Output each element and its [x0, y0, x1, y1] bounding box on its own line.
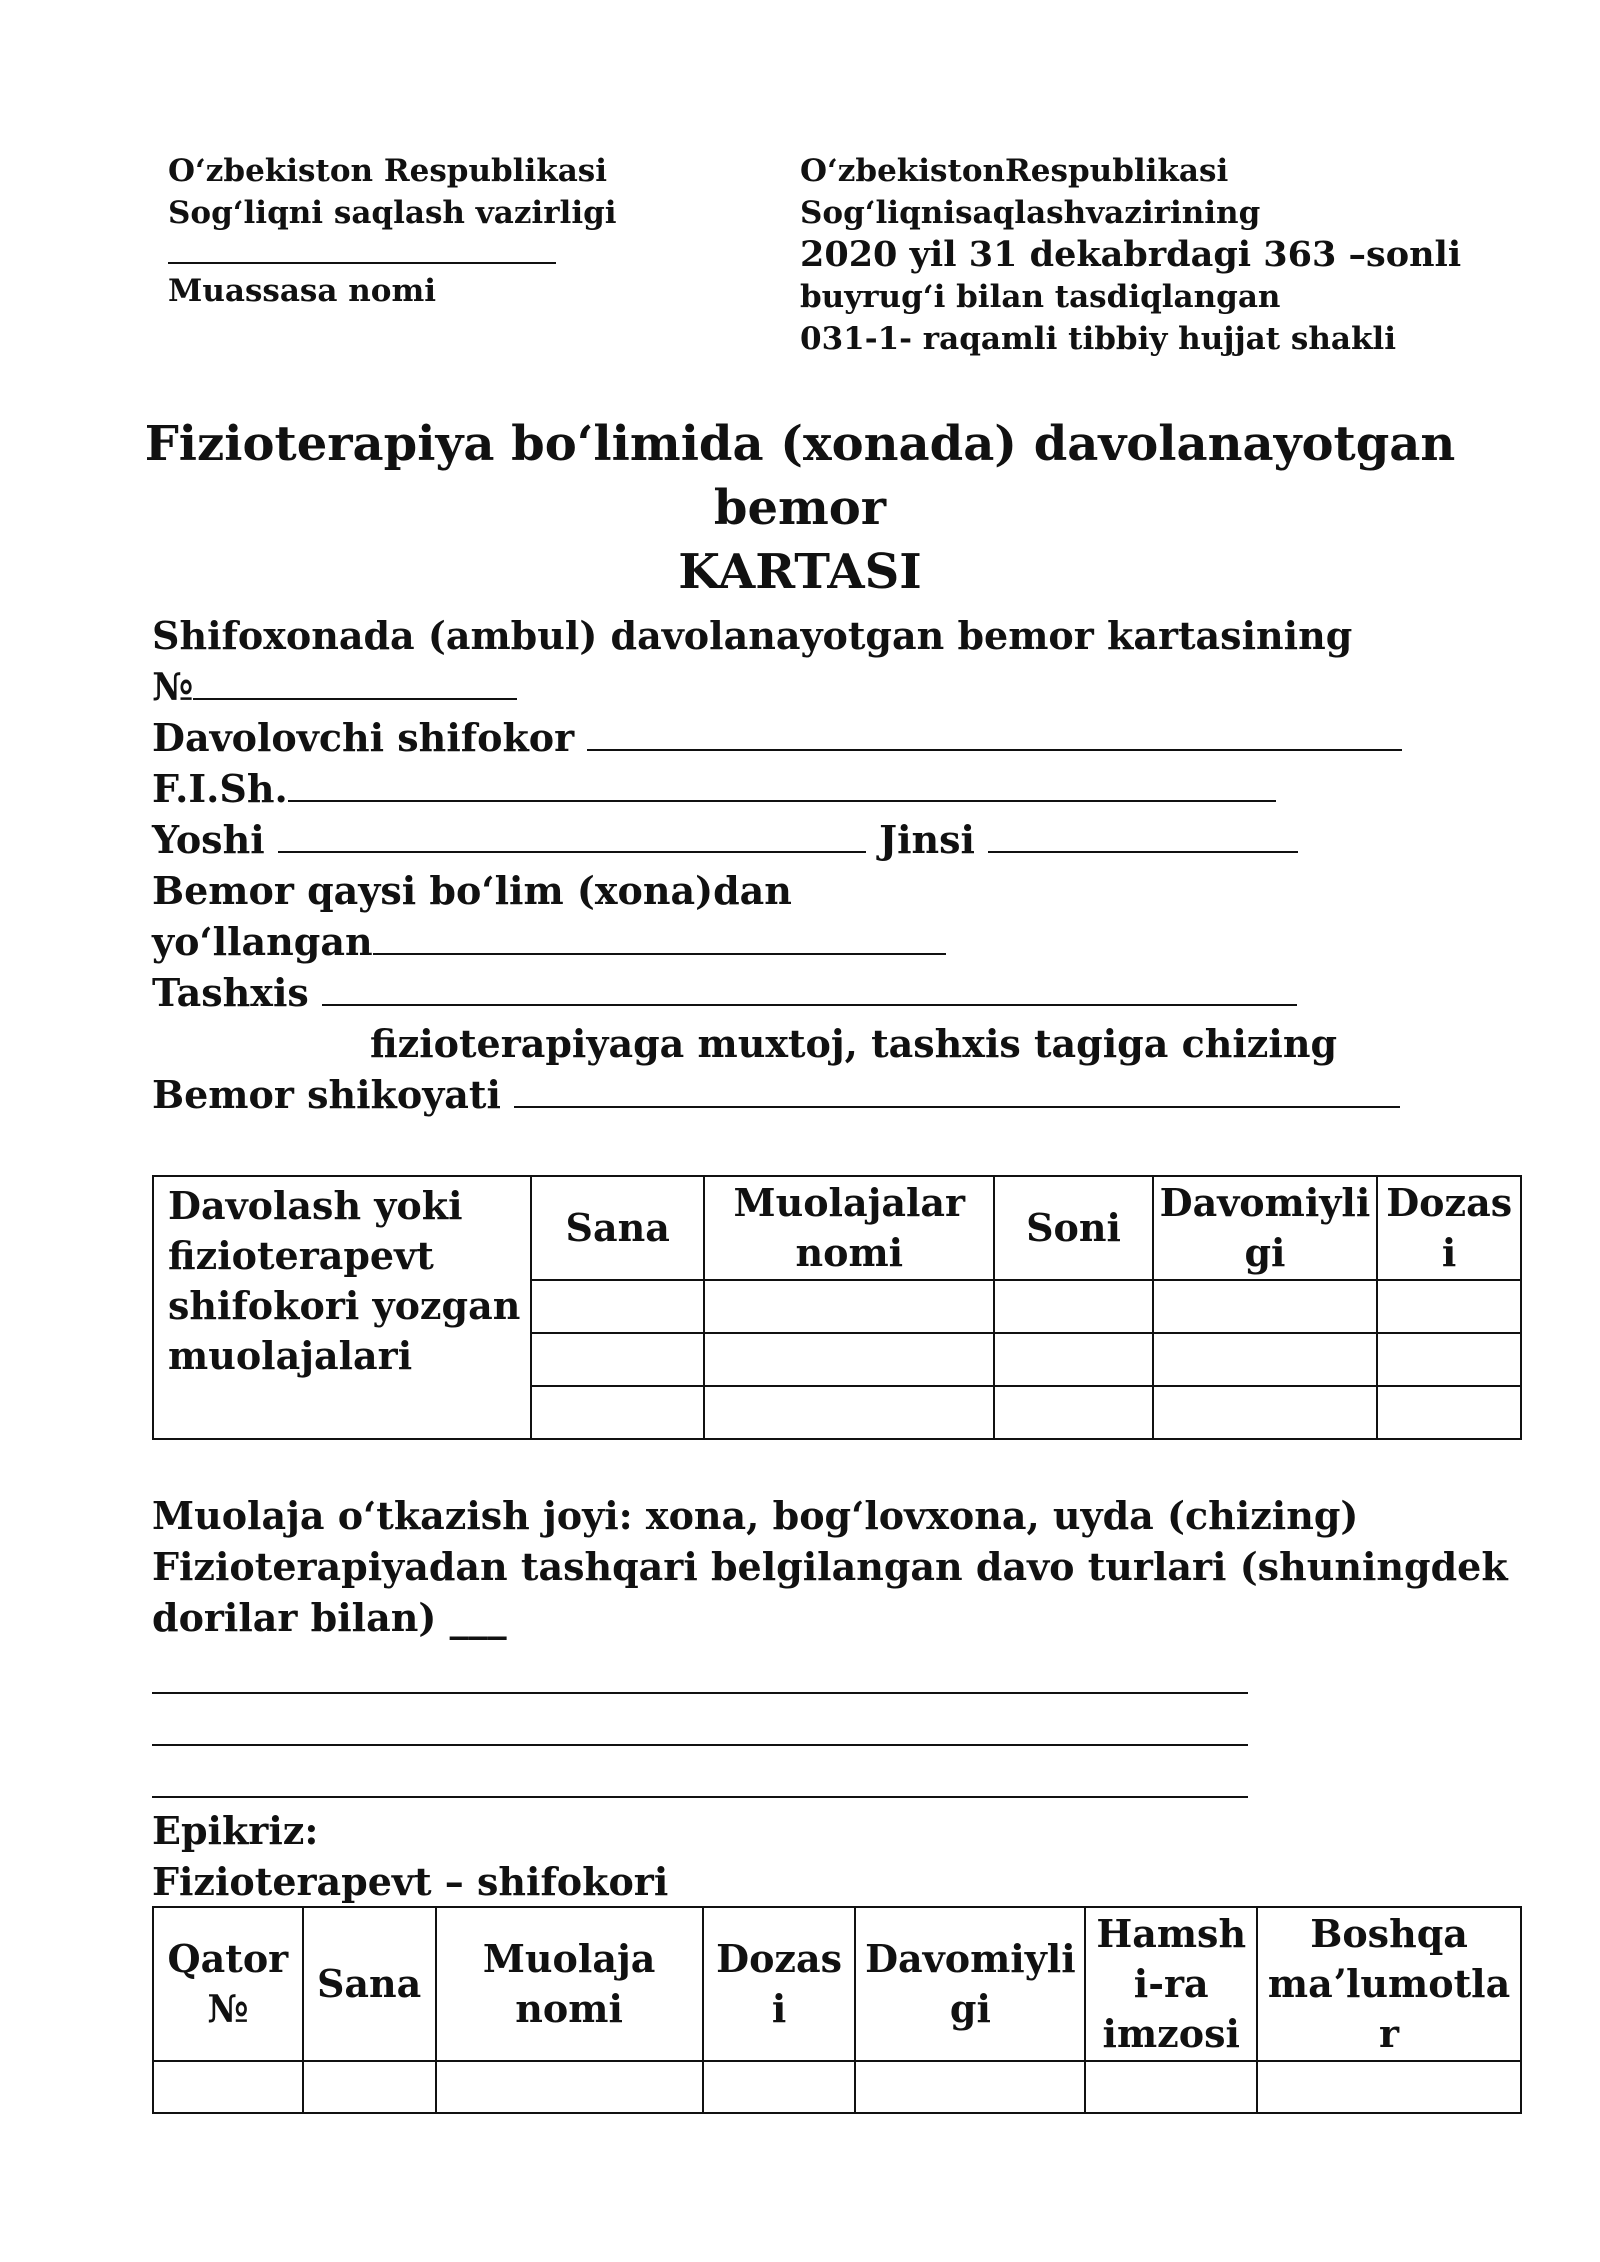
table-row [153, 2061, 1521, 2113]
col-header-other-info [1257, 1907, 1521, 2061]
title-line-2: bemor [713, 480, 887, 536]
table-cell[interactable] [153, 2061, 303, 2113]
table-cell[interactable] [1153, 1333, 1378, 1386]
col-header-row-number-line-1: Qator [167, 1936, 289, 1981]
table-cell[interactable] [703, 2061, 856, 2113]
col-header-duration [1153, 1176, 1378, 1280]
col-header-date [531, 1176, 704, 1280]
col-header-other-info-line-1: Boshqa [1310, 1911, 1468, 1956]
col-header-nurse-signature-line-3: imzosi [1102, 2011, 1240, 2056]
fish-row [152, 763, 1512, 814]
other-treatment-line-1: Fizioterapiyadan tashqari belgilangan davo turlari (shuningdek [152, 1544, 1508, 1589]
col-header-duration-line-1: Davomiyli [865, 1936, 1076, 1981]
diagnosis-label: Tashxis [152, 970, 309, 1015]
header-left-country: Oʻzbekiston Respublikasi [168, 153, 608, 189]
col-header-duration-line-2: gi [949, 1986, 991, 2031]
complaint-label: Bemor shikoyati [152, 1072, 501, 1117]
col-header-procedure-name [704, 1176, 994, 1280]
table-cell[interactable] [855, 2061, 1085, 2113]
procedures-table-header-row [153, 1907, 1521, 2061]
col-header-date-text: Sana [316, 1961, 422, 2006]
doctor-label: Davolovchi shifokor [152, 715, 575, 760]
col-header-procedure-name-line-2: nomi [795, 1230, 904, 1275]
institution-name-line[interactable] [168, 234, 556, 264]
col-header-dose-line-2: i [771, 1986, 787, 2031]
col-header-procedure-name [436, 1907, 703, 2061]
complaint-row [152, 1069, 1512, 1120]
other-treatment-blank-2[interactable] [152, 1744, 1248, 1746]
col-header-other-info-line-3: r [1379, 2011, 1400, 2056]
epikriz-section [152, 1805, 1512, 1907]
document-title [120, 412, 1480, 604]
diagnosis-field[interactable] [322, 970, 1297, 1006]
fish-label: F.I.Sh. [152, 766, 288, 811]
col-header-dose [1377, 1176, 1521, 1280]
physiotherapist-label: Fizioterapevt – shifokori [152, 1859, 669, 1904]
col-header-date-text: Sana [565, 1205, 670, 1250]
table-cell[interactable] [436, 2061, 703, 2113]
table-cell[interactable] [994, 1280, 1152, 1333]
prescribed-treatments-line-1: Davolash yoki [168, 1183, 463, 1228]
card-label: Shifoxonada (ambul) davolanayotgan bemor kartasining [152, 613, 1353, 658]
col-header-duration-line-2: gi [1244, 1230, 1286, 1275]
col-header-nurse-signature-line-2: i-ra [1133, 1961, 1209, 2006]
fish-field[interactable] [288, 766, 1276, 802]
col-header-nurse-signature [1085, 1907, 1257, 2061]
table-cell[interactable] [1085, 2061, 1257, 2113]
treatment-place-line: Muolaja oʻtkazish joyi: xona, bogʻlovxona, uyda (chizing) [152, 1493, 1359, 1538]
header-right [800, 150, 1560, 360]
col-header-other-info-line-2: maʼlumotla [1267, 1961, 1511, 2006]
card-number-label: № [152, 664, 194, 709]
institution-name-label: Muassasa nomi [168, 273, 437, 309]
table-cell[interactable] [1377, 1280, 1521, 1333]
age-field[interactable] [278, 817, 866, 853]
complaint-field[interactable] [514, 1072, 1400, 1108]
other-treatment-blank-3[interactable] [152, 1796, 1248, 1798]
doctor-row [152, 712, 1512, 763]
prescribed-treatments-line-4: muolajalari [168, 1333, 413, 1378]
col-header-procedure-name-line-1: Muolaja [482, 1936, 656, 1981]
prescribed-treatments-cell [153, 1176, 531, 1439]
table-cell[interactable] [531, 1386, 704, 1439]
card-number-row [152, 661, 1512, 712]
title-line-3: KARTASI [678, 544, 922, 600]
title-line-1: Fizioterapiya boʻlimida (xonada) davolanayotgan [144, 416, 1456, 472]
col-header-date [303, 1907, 436, 2061]
table-cell[interactable] [531, 1333, 704, 1386]
lower-section [152, 1490, 1512, 1643]
department-label-2: yoʻllangan [152, 919, 373, 964]
col-header-dose-line-1: Dozas [716, 1936, 843, 1981]
table-cell[interactable] [994, 1386, 1152, 1439]
prescribed-treatments-line-2: fizioterapevt [168, 1233, 434, 1278]
table-cell[interactable] [531, 1280, 704, 1333]
col-header-count-text: Soni [1026, 1205, 1121, 1250]
header-right-approval: buyrugʻi bilan tasdiqlangan [800, 279, 1281, 315]
col-header-count [994, 1176, 1152, 1280]
table-cell[interactable] [994, 1333, 1152, 1386]
epikriz-label: Epikriz: [152, 1808, 319, 1853]
col-header-dose-line-2: i [1441, 1230, 1457, 1275]
age-label: Yoshi [152, 817, 265, 862]
col-header-duration [855, 1907, 1085, 2061]
table-cell[interactable] [1377, 1333, 1521, 1386]
other-treatment-blank-1[interactable] [152, 1692, 1248, 1694]
col-header-nurse-signature-line-1: Hamsh [1096, 1911, 1247, 1956]
col-header-row-number-line-2: № [207, 1986, 249, 2031]
header-right-order-date: 2020 yil 31 dekabrdagi 363 –sonli [800, 234, 1462, 275]
header-left-ministry: Sogʻliqni saqlash vazirligi [168, 195, 617, 231]
col-header-dose-line-1: Dozas [1386, 1180, 1513, 1225]
col-header-duration-line-1: Davomiyli [1159, 1180, 1371, 1225]
patient-form [152, 610, 1512, 1120]
table-cell[interactable] [704, 1280, 994, 1333]
table-cell[interactable] [303, 2061, 436, 2113]
col-header-dose [703, 1907, 856, 2061]
header-left [168, 150, 617, 312]
col-header-procedure-name-line-2: nomi [515, 1986, 623, 2031]
table-cell[interactable] [1153, 1386, 1378, 1439]
header-right-ministry: Sogʻliqnisaqlashvazirining [800, 195, 1261, 231]
treatment-table-header-row [153, 1176, 1521, 1280]
gender-label: Jinsi [879, 817, 975, 862]
diagnosis-note: fizioterapiyaga muxtoj, tashxis tagiga chizing [370, 1021, 1338, 1066]
table-cell[interactable] [704, 1386, 994, 1439]
header-right-country: OʻzbekistonRespublikasi [800, 153, 1229, 189]
treatment-table [152, 1175, 1522, 1440]
table-cell[interactable] [1377, 1386, 1521, 1439]
table-cell[interactable] [1257, 2061, 1521, 2113]
card-number-field[interactable] [193, 664, 517, 700]
header-right-form-number: 031-1- raqamli tibbiy hujjat shakli [800, 321, 1396, 357]
col-header-row-number [153, 1907, 303, 2061]
gender-field[interactable] [988, 817, 1298, 853]
prescribed-treatments-line-3: shifokori yozgan [168, 1283, 521, 1328]
department-field[interactable] [373, 919, 946, 955]
procedures-table [152, 1906, 1522, 2114]
table-cell[interactable] [1153, 1280, 1378, 1333]
other-treatment-line-2: dorilar bilan) ___ [152, 1595, 507, 1640]
age-gender-row [152, 814, 1512, 865]
department-label-1: Bemor qaysi boʻlim (xona)dan [152, 868, 792, 913]
department-row [152, 916, 1512, 967]
diagnosis-row [152, 967, 1512, 1018]
table-cell[interactable] [704, 1333, 994, 1386]
col-header-procedure-name-line-1: Muolajalar [733, 1180, 966, 1225]
doctor-field[interactable] [587, 715, 1402, 751]
